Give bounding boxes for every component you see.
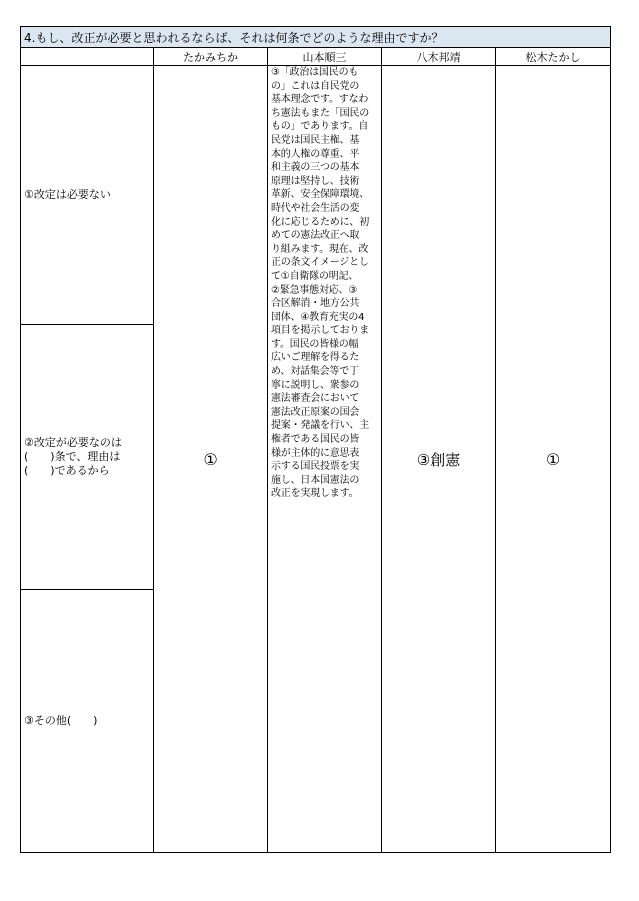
- reason-line: す。国民の皆様の幅: [271, 338, 359, 350]
- candidate-header-takami: たかみちか: [154, 48, 268, 66]
- question-text: 4.もし、改正が必要と思われるならば、それは何条でどのような理由ですか？: [21, 27, 611, 48]
- option-1-line-1: ①改定は必要ない: [24, 188, 111, 201]
- option-2-line-3: ( )であるから: [24, 464, 110, 477]
- reason-line: ち憲法もまた「国民の: [271, 107, 369, 119]
- option-cell-1: [21, 66, 154, 325]
- reason-line: の」これは自民党の: [271, 80, 360, 92]
- header-row: [21, 48, 611, 66]
- reason-line: 原理は堅持し、技術: [271, 175, 360, 187]
- reason-line: め、対話集会等で丁: [271, 366, 359, 378]
- reason-line: 化に応じるために、初: [271, 216, 369, 228]
- candidate-header-yamamoto: 山本順三: [268, 48, 382, 66]
- reason-line: めての憲法改正へ取: [271, 230, 360, 242]
- reason-line: 示する国民投票を実: [271, 461, 360, 473]
- reason-line: ②緊急事態対応、③: [271, 284, 358, 296]
- reason-line: 憲法改正原案の国会: [271, 406, 360, 418]
- reason-line: て①自衛隊の明記、: [271, 270, 359, 282]
- option-cell-2: [21, 325, 154, 590]
- reason-line: もの」であります。自: [271, 121, 369, 133]
- reason-line: 項目を掲示しておりま: [271, 325, 369, 337]
- survey-table: [20, 26, 611, 853]
- candidate-header-yagi: 八木邦靖: [382, 48, 496, 66]
- reason-line: 民党は国民主権、基: [271, 134, 360, 146]
- option-3-line-1: ③その他( ): [24, 714, 98, 727]
- reason-line: 権者である国民の皆: [271, 434, 360, 446]
- answer-yagi: [382, 66, 496, 853]
- answer-matsuki-text: ①: [545, 449, 561, 469]
- question-row: [21, 27, 611, 48]
- yamamoto-reason-text: [271, 66, 379, 501]
- option-2-line-1: ②改定が必要なのは: [24, 436, 122, 449]
- answer-takami-text: ①: [203, 449, 218, 469]
- answer-matsuki: [496, 66, 611, 853]
- reason-line: 広いご理解を得るた: [271, 352, 360, 364]
- candidate-header-matsuki: 松木たかし: [496, 48, 611, 66]
- reason-line: 改正を実現します。: [271, 488, 359, 500]
- option-2-line-2: ( )条で、理由は: [24, 450, 121, 463]
- reason-line: 基本理念です。すなわ: [271, 94, 369, 106]
- reason-line: 憲法審査会において: [271, 393, 360, 405]
- reason-line: 様が主体的に意思表: [271, 447, 360, 459]
- reason-line: 寧に説明し、衆参の: [271, 379, 360, 391]
- option-cell-3: [21, 590, 154, 853]
- reason-line: 団体、④教育充実の4: [271, 311, 365, 323]
- reason-line: ③「政治は国民のも: [271, 67, 359, 78]
- reason-line: 革新、安全保障環境、: [271, 189, 369, 201]
- header-empty-cell: [21, 48, 154, 66]
- answer-yagi-text: ③創憲: [416, 450, 461, 469]
- reason-line: り組みます。現在、改: [271, 243, 369, 255]
- reason-line: 本的人権の尊重、平: [271, 148, 360, 160]
- reason-line: 合区解消・地方公共: [271, 298, 360, 310]
- answer-takami: [154, 66, 268, 853]
- answer-yamamoto: [268, 66, 382, 853]
- option-row-1: [21, 66, 611, 325]
- reason-line: 施し、日本国憲法の: [271, 474, 360, 486]
- reason-line: 時代や社会生活の変: [271, 202, 360, 214]
- reason-line: 正の条文イメージとし: [271, 257, 369, 269]
- reason-line: 和主義の三つの基本: [271, 162, 360, 174]
- reason-line: 提案・発議を行い、主: [271, 420, 369, 432]
